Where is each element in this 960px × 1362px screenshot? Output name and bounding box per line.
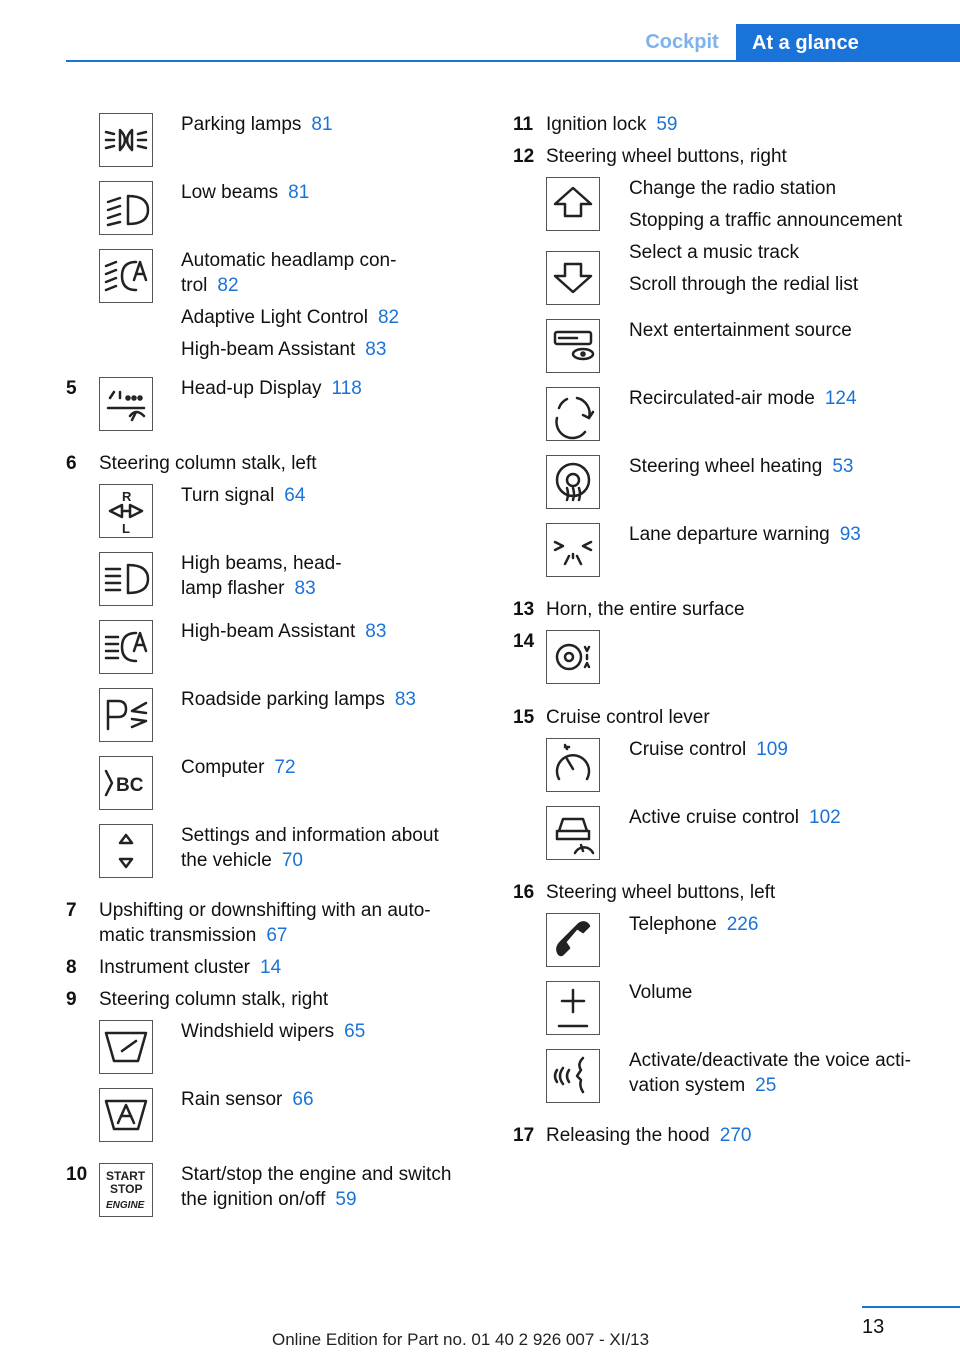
arrow-down-icon xyxy=(546,251,600,305)
page-link[interactable]: 83 xyxy=(365,621,387,642)
page-link[interactable]: 72 xyxy=(274,757,296,778)
item-number: 8 xyxy=(66,957,77,978)
computer-entry: Computer 72 xyxy=(181,757,296,778)
item-number: 14 xyxy=(513,631,535,652)
page-link[interactable]: 25 xyxy=(755,1075,777,1096)
low-beams-icon xyxy=(99,181,153,235)
page-link[interactable]: 102 xyxy=(809,807,841,828)
page-link[interactable]: 70 xyxy=(281,850,303,871)
page-link[interactable]: 118 xyxy=(331,378,362,399)
voice-activation-entry: Activate/deactivate the voice acti- vation system 25 xyxy=(629,1050,911,1096)
page-link[interactable]: 226 xyxy=(726,914,759,935)
page-link[interactable]: 83 xyxy=(394,689,416,710)
page-link[interactable]: 82 xyxy=(377,307,400,328)
turn-signal-icon xyxy=(99,484,153,538)
entertainment-source-icon xyxy=(546,319,600,373)
windshield-wipers-entry: Windshield wipers 65 xyxy=(181,1021,366,1042)
high-beam-assistant-entry: High-beam Assistant 83 xyxy=(181,339,387,360)
item-number: 10 xyxy=(66,1164,88,1185)
start-stop-entry: Start/stop the engine and switch the ignition on/off 59 xyxy=(181,1164,452,1210)
active-cruise-icon xyxy=(546,806,600,860)
item-number: 6 xyxy=(66,453,77,474)
page-link[interactable]: 81 xyxy=(288,182,310,203)
volume-entry: Volume xyxy=(629,982,693,1003)
auto-headlamp-entry: Automatic headlamp con- trol 82 xyxy=(181,250,397,296)
steering-buttons-left-heading: Steering wheel buttons, left xyxy=(546,882,776,903)
header-rule xyxy=(66,60,960,62)
page-link[interactable]: 83 xyxy=(294,578,316,599)
instrument-cluster-entry: Instrument cluster 14 xyxy=(99,957,282,978)
steering-stalk-right-heading: Steering column stalk, right xyxy=(99,989,329,1010)
high-beams-entry: High beams, head- lamp flasher 83 xyxy=(181,553,342,599)
telephone-entry: Telephone 226 xyxy=(629,914,759,935)
high-beams-icon xyxy=(99,552,153,606)
high-beam-assistant-entry-2: High-beam Assistant 83 xyxy=(181,621,387,642)
head-up-display-entry: Head-up Display 118 xyxy=(181,378,362,399)
adaptive-light-entry: Adaptive Light Control 82 xyxy=(181,307,400,328)
low-beams-entry: Low beams 81 xyxy=(181,182,310,203)
page-link[interactable]: 59 xyxy=(656,114,678,135)
head-up-display-icon xyxy=(99,377,153,431)
start-stop-icon-text: START xyxy=(106,1169,146,1183)
telephone-icon xyxy=(546,913,600,967)
page-link[interactable]: 66 xyxy=(292,1089,314,1110)
page-link[interactable]: 67 xyxy=(266,925,288,946)
rain-sensor-icon xyxy=(99,1088,153,1142)
edition-note: Online Edition for Part no. 01 40 2 926 007 - XI/13 xyxy=(272,1330,650,1349)
roadside-parking-entry: Roadside parking lamps 83 xyxy=(181,689,416,710)
svg-text:L: L xyxy=(122,521,130,536)
voice-activation-icon xyxy=(546,1049,600,1103)
music-track-entry: Select a music track Scroll through the redial list xyxy=(629,242,859,295)
page-link[interactable]: 109 xyxy=(756,739,788,760)
footer-rule xyxy=(862,1306,960,1308)
lane-departure-entry: Lane departure warning 93 xyxy=(629,524,861,545)
entertainment-entry: Next entertainment source xyxy=(629,320,852,341)
hood-release-entry: Releasing the hood 270 xyxy=(546,1125,752,1146)
item-number: 9 xyxy=(66,989,77,1010)
page-link[interactable]: 64 xyxy=(284,485,306,506)
svg-text:R: R xyxy=(122,489,132,504)
volume-icon xyxy=(546,981,600,1035)
item-number: 11 xyxy=(513,114,534,135)
steering-wheel-heating-icon xyxy=(546,455,600,509)
steering-stalk-left-heading: Steering column stalk, left xyxy=(99,453,317,474)
page-link[interactable]: 270 xyxy=(719,1125,752,1146)
page-link[interactable]: 82 xyxy=(217,275,239,296)
recirculated-air-icon xyxy=(546,387,600,441)
page-link[interactable]: 14 xyxy=(260,957,282,978)
high-beam-assistant-icon xyxy=(99,620,153,674)
page-number: 13 xyxy=(862,1316,885,1338)
turn-signal-entry: Turn signal 64 xyxy=(181,485,306,506)
parking-lamps-icon xyxy=(99,113,153,167)
computer-icon-text: BC xyxy=(116,775,144,796)
item-number: 7 xyxy=(66,900,77,921)
lane-departure-icon xyxy=(546,523,600,577)
page-link[interactable]: 83 xyxy=(365,339,387,360)
automatic-headlamp-icon xyxy=(99,249,153,303)
start-stop-icon xyxy=(99,1163,153,1217)
cruise-control-entry: Cruise control 109 xyxy=(629,739,788,760)
wheel-heating-entry: Steering wheel heating 53 xyxy=(629,456,854,477)
page-link[interactable]: 53 xyxy=(832,456,854,477)
section-tab-at-a-glance[interactable]: At a glance xyxy=(736,24,960,62)
settings-arrows-icon xyxy=(99,824,153,878)
item-number: 15 xyxy=(513,707,535,728)
item-number: 17 xyxy=(513,1125,535,1146)
radio-station-entry: Change the radio station Stopping a traffic announcement xyxy=(629,178,903,231)
item-number: 5 xyxy=(66,378,77,399)
page-link[interactable]: 81 xyxy=(311,114,333,135)
rain-sensor-entry: Rain sensor 66 xyxy=(181,1089,314,1110)
active-cruise-entry: Active cruise control 102 xyxy=(629,807,841,828)
item-number: 13 xyxy=(513,599,535,620)
recirculated-air-entry: Recirculated-air mode 124 xyxy=(629,388,857,409)
page-link[interactable]: 93 xyxy=(839,524,861,545)
windshield-wipers-icon xyxy=(99,1020,153,1074)
computer-icon xyxy=(99,756,153,810)
steering-buttons-right-heading: Steering wheel buttons, right xyxy=(546,146,787,167)
settings-entry: Settings and information about the vehicle 70 xyxy=(181,825,439,871)
section-tab-cockpit[interactable]: Cockpit xyxy=(645,31,719,53)
start-stop-icon-text: STOP xyxy=(110,1182,143,1196)
ignition-lock-entry: Ignition lock 59 xyxy=(546,114,678,135)
steering-control-icon xyxy=(546,630,600,684)
page-link[interactable]: 124 xyxy=(824,388,857,409)
parking-lamps-entry: Parking lamps 81 xyxy=(181,114,333,135)
start-stop-icon-text: ENGINE xyxy=(106,1200,145,1211)
arrow-up-icon xyxy=(546,177,600,231)
item-number: 16 xyxy=(513,882,535,903)
page-link[interactable]: 65 xyxy=(344,1021,366,1042)
cruise-lever-heading: Cruise control lever xyxy=(546,707,710,728)
horn-entry: Horn, the entire surface xyxy=(546,599,745,620)
cruise-control-icon xyxy=(546,738,600,792)
item-number: 12 xyxy=(513,146,535,167)
page-link[interactable]: 59 xyxy=(335,1189,357,1210)
roadside-parking-icon xyxy=(99,688,153,742)
shifting-entry: Upshifting or downshifting with an auto- matic transmission 67 xyxy=(99,900,431,946)
